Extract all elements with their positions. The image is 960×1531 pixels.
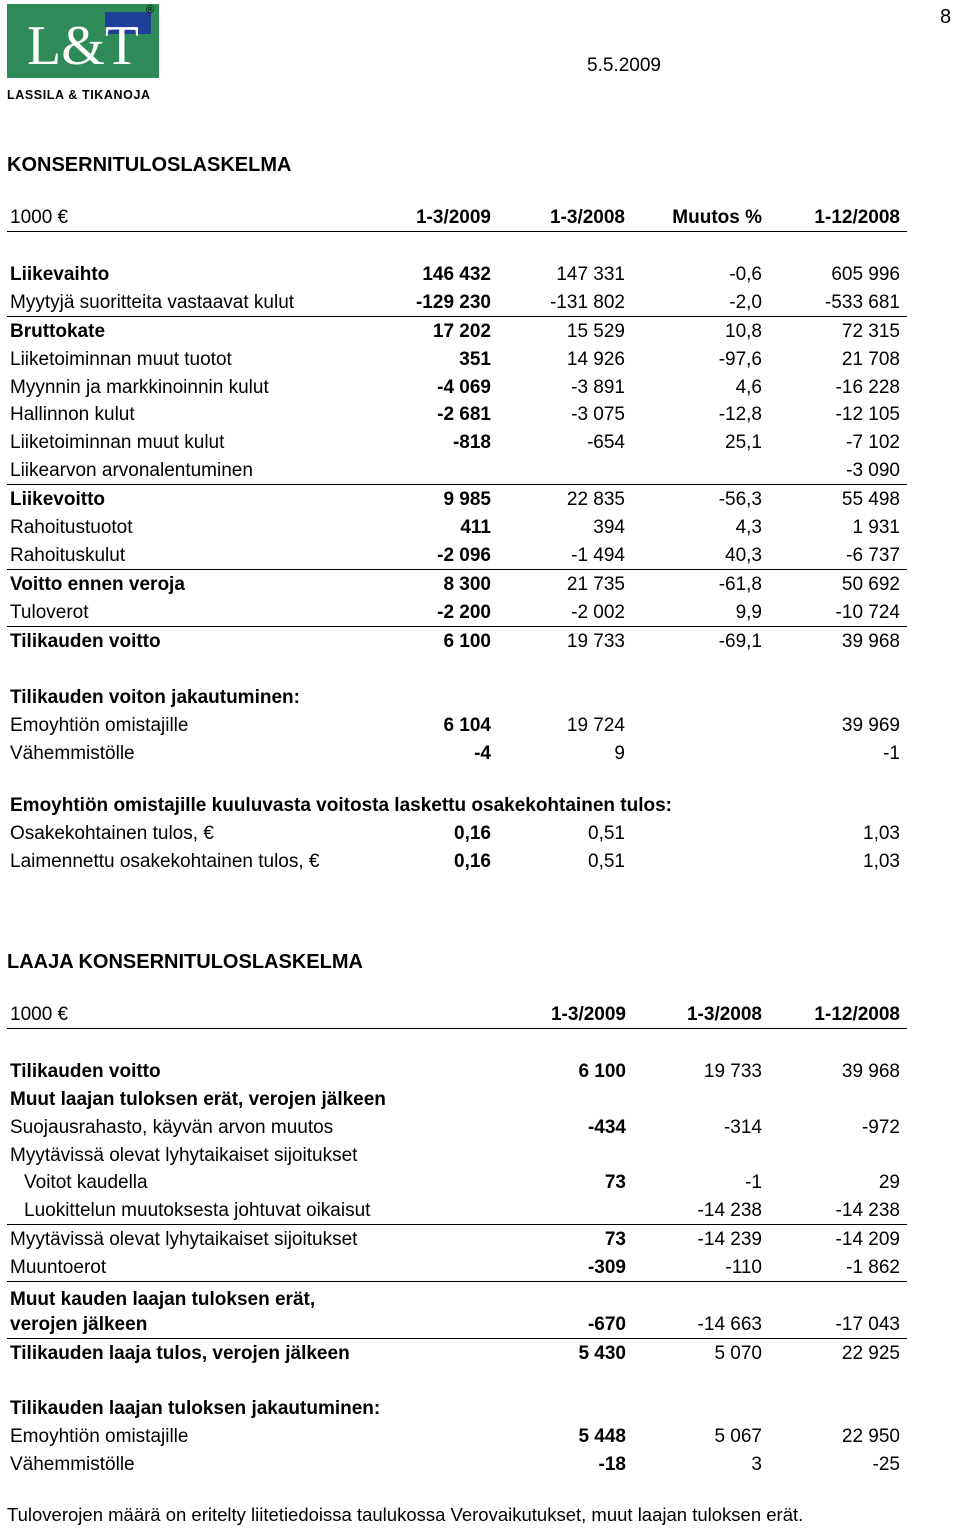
- cell-change: 9,9: [735, 602, 762, 623]
- cell-fy-2008: -25: [872, 1454, 900, 1475]
- divider: [7, 1224, 907, 1225]
- cell-q1-2008: 22 835: [566, 489, 625, 510]
- cell-q1-2009: 5 448: [578, 1426, 626, 1447]
- row-label: Vähemmistölle: [10, 743, 135, 764]
- cell-fy-2008: 39 968: [841, 1061, 900, 1082]
- cell-fy-2008: 72 315: [841, 321, 900, 342]
- row-label: Voitto ennen veroja: [10, 574, 185, 595]
- cell-q1-2008: -131 802: [549, 292, 625, 313]
- cell-fy-2008: -6 737: [846, 545, 900, 566]
- cell-q1-2008: -1 494: [571, 545, 625, 566]
- cell-q1-2008: -14 238: [697, 1200, 762, 1221]
- cell-fy-2008: -10 724: [835, 602, 900, 623]
- row-label: Liiketoiminnan muut kulut: [10, 432, 225, 453]
- divider: [7, 484, 907, 485]
- column-header: 1-3/2009: [415, 207, 491, 228]
- cell-fy-2008: 22 950: [841, 1426, 900, 1447]
- row-label: Liikevoitto: [10, 489, 106, 510]
- divider: [7, 626, 907, 627]
- cell-fy-2008: 39 969: [841, 715, 900, 736]
- row-label: Suojausrahasto, käyvän arvon muutos: [10, 1117, 334, 1138]
- row-label: Hallinnon kulut: [10, 404, 135, 425]
- column-header: Muutos %: [672, 207, 762, 228]
- cell-q1-2009: 411: [460, 517, 491, 538]
- allocation-title: Tilikauden voiton jakautuminen:: [10, 687, 300, 708]
- row-label: Tilikauden laaja tulos, verojen jälkeen: [10, 1343, 350, 1364]
- cell-fy-2008: -17 043: [835, 1314, 900, 1335]
- company-name: LASSILA & TIKANOJA: [7, 88, 151, 102]
- row-label: Voitot kaudella: [24, 1172, 148, 1193]
- cell-fy-2008: -972: [861, 1117, 900, 1138]
- cell-change: -69,1: [718, 631, 762, 652]
- cell-q1-2008: -654: [586, 432, 625, 453]
- row-label: Liikevaihto: [10, 264, 110, 285]
- row-label: Tilikauden voitto: [10, 1061, 161, 1082]
- row-label: Muut laajan tuloksen erät, verojen jälkeen: [10, 1089, 386, 1110]
- column-header: 1-3/2008: [686, 1004, 762, 1025]
- cell-q1-2009: -434: [587, 1117, 626, 1138]
- row-label: Rahoitustuotot: [10, 517, 133, 538]
- cell-fy-2008: 605 996: [831, 264, 900, 285]
- row-label: Emoyhtiön omistajille: [10, 1426, 189, 1447]
- cell-change: -2,0: [729, 292, 762, 313]
- cell-q1-2008: -110: [725, 1257, 762, 1278]
- cell-q1-2009: 6 100: [443, 631, 491, 652]
- row-label: Osakekohtainen tulos, €: [10, 823, 214, 844]
- cell-q1-2008: 15 529: [566, 321, 625, 342]
- row-label: Bruttokate: [10, 321, 106, 342]
- cell-q1-2009: -129 230: [415, 292, 491, 313]
- cell-fy-2008: -533 681: [824, 292, 900, 313]
- cell-q1-2008: -314: [723, 1117, 762, 1138]
- cell-q1-2009: 17 202: [432, 321, 491, 342]
- cell-q1-2008: 19 724: [566, 715, 625, 736]
- cell-q1-2009: -670: [587, 1314, 626, 1335]
- cell-change: 25,1: [725, 432, 762, 453]
- divider: [7, 231, 907, 232]
- cell-change: -0,6: [729, 264, 762, 285]
- cell-q1-2009: -18: [598, 1454, 626, 1475]
- cell-q1-2008: 147 331: [556, 264, 625, 285]
- cell-fy-2008: 1 931: [852, 517, 900, 538]
- row-label: Myytävissä olevat lyhytaikaiset sijoitukset: [10, 1229, 358, 1250]
- unit-label: 1000 €: [10, 1004, 69, 1025]
- row-label: Myytävissä olevat lyhytaikaiset sijoitukset: [10, 1145, 358, 1166]
- cell-q1-2008: 0,51: [588, 823, 625, 844]
- row-label: Laimennettu osakekohtainen tulos, €: [10, 851, 320, 872]
- column-header: 1-12/2008: [814, 207, 900, 228]
- cell-change: -12,8: [718, 404, 762, 425]
- cell-q1-2009: -2 200: [437, 602, 491, 623]
- income-statement-title: KONSERNITULOSLASKELMA: [7, 154, 292, 176]
- cell-fy-2008: -1 862: [846, 1257, 900, 1278]
- cell-change: 4,3: [735, 517, 762, 538]
- cell-q1-2008: 5 067: [714, 1426, 762, 1447]
- cell-q1-2009: 0,16: [454, 851, 491, 872]
- cell-q1-2008: 394: [593, 517, 625, 538]
- cell-q1-2009: 6 104: [443, 715, 491, 736]
- cell-q1-2008: -2 002: [571, 602, 625, 623]
- cell-q1-2009: 146 432: [422, 264, 491, 285]
- cell-q1-2009: -2 096: [437, 545, 491, 566]
- cell-q1-2009: 351: [459, 349, 491, 370]
- cell-q1-2008: 19 733: [703, 1061, 762, 1082]
- registered-mark: ®: [146, 4, 155, 16]
- cell-q1-2009: -309: [587, 1257, 626, 1278]
- cell-change: -97,6: [718, 349, 762, 370]
- cell-q1-2008: -14 663: [697, 1314, 762, 1335]
- cell-change: 10,8: [725, 321, 762, 342]
- row-label: Liiketoiminnan muut tuotot: [10, 349, 232, 370]
- cell-q1-2008: -3 075: [571, 404, 625, 425]
- column-header: 1-3/2009: [550, 1004, 626, 1025]
- cell-q1-2009: 5 430: [578, 1343, 626, 1364]
- comprehensive-income-title: LAAJA KONSERNITULOSLASKELMA: [7, 951, 363, 973]
- cell-fy-2008: -16 228: [835, 377, 900, 398]
- logo-text: L&T: [27, 15, 139, 77]
- cell-fy-2008: 29: [878, 1172, 900, 1193]
- cell-change: 4,6: [735, 377, 762, 398]
- report-date: 5.5.2009: [587, 55, 661, 76]
- cell-q1-2009: -818: [452, 432, 491, 453]
- row-label: Vähemmistölle: [10, 1454, 135, 1475]
- cell-fy-2008: 21 708: [841, 349, 900, 370]
- cell-fy-2008: 1,03: [863, 823, 900, 844]
- divider: [7, 1338, 907, 1339]
- column-header: 1-3/2008: [549, 207, 625, 228]
- cell-q1-2008: 0,51: [588, 851, 625, 872]
- unit-label: 1000 €: [10, 207, 69, 228]
- company-logo: [7, 4, 159, 78]
- row-label: Luokittelun muutoksesta johtuvat oikaisut: [24, 1200, 371, 1221]
- cell-change: -61,8: [718, 574, 762, 595]
- cell-change: -56,3: [718, 489, 762, 510]
- cell-q1-2008: -3 891: [571, 377, 625, 398]
- cell-fy-2008: -12 105: [835, 404, 900, 425]
- cell-q1-2009: 6 100: [578, 1061, 626, 1082]
- cell-q1-2008: 19 733: [566, 631, 625, 652]
- row-label: Myytyjä suoritteita vastaavat kulut: [10, 292, 295, 313]
- cell-fy-2008: 55 498: [841, 489, 900, 510]
- column-header: 1-12/2008: [814, 1004, 900, 1025]
- cell-q1-2008: 5 070: [714, 1343, 762, 1364]
- page-number: 8: [940, 6, 952, 28]
- footnote: Tuloverojen määrä on eritelty liitetiedoissa taulukossa Verovaikutukset, muut laajan tuloksen erät.: [7, 1504, 804, 1525]
- cell-q1-2008: -14 239: [697, 1229, 762, 1250]
- cell-change: 40,3: [725, 545, 762, 566]
- cell-fy-2008: -14 238: [835, 1200, 900, 1221]
- cell-q1-2009: 8 300: [443, 574, 491, 595]
- divider: [7, 569, 907, 570]
- cell-fy-2008: -7 102: [846, 432, 900, 453]
- cell-q1-2008: 3: [751, 1454, 762, 1475]
- cell-q1-2009: 73: [604, 1229, 626, 1250]
- allocation-title: Tilikauden laajan tuloksen jakautuminen:: [10, 1398, 381, 1419]
- logo-graphic: [7, 4, 159, 78]
- divider: [7, 1028, 907, 1029]
- row-label: Myynnin ja markkinoinnin kulut: [10, 377, 269, 398]
- cell-fy-2008: 22 925: [841, 1343, 900, 1364]
- cell-q1-2008: 9: [614, 743, 625, 764]
- divider: [7, 316, 907, 317]
- cell-fy-2008: 39 968: [841, 631, 900, 652]
- cell-fy-2008: -3 090: [846, 460, 900, 481]
- cell-q1-2009: 73: [604, 1172, 626, 1193]
- cell-q1-2009: 9 985: [443, 489, 491, 510]
- row-label-line2: verojen jälkeen: [10, 1314, 148, 1335]
- cell-fy-2008: 1,03: [863, 851, 900, 872]
- row-label: Tilikauden voitto: [10, 631, 161, 652]
- cell-q1-2009: -4: [474, 743, 491, 764]
- cell-fy-2008: 50 692: [841, 574, 900, 595]
- row-label-line1: Muut kauden laajan tuloksen erät,: [10, 1289, 316, 1310]
- row-label: Muuntoerot: [10, 1257, 107, 1278]
- cell-q1-2009: 0,16: [454, 823, 491, 844]
- cell-q1-2009: -2 681: [437, 404, 491, 425]
- cell-q1-2008: -1: [745, 1172, 762, 1193]
- row-label: Tuloverot: [10, 602, 89, 623]
- row-label: Emoyhtiön omistajille: [10, 715, 189, 736]
- row-label: Rahoituskulut: [10, 545, 126, 566]
- cell-q1-2009: -4 069: [437, 377, 491, 398]
- divider: [7, 1281, 907, 1282]
- cell-fy-2008: -14 209: [835, 1229, 900, 1250]
- cell-fy-2008: -1: [883, 743, 900, 764]
- row-label: Liikearvon arvonalentuminen: [10, 460, 253, 481]
- eps-title: Emoyhtiön omistajille kuuluvasta voitosta laskettu osakekohtainen tulos:: [10, 795, 672, 816]
- cell-q1-2008: 14 926: [566, 349, 625, 370]
- cell-q1-2008: 21 735: [566, 574, 625, 595]
